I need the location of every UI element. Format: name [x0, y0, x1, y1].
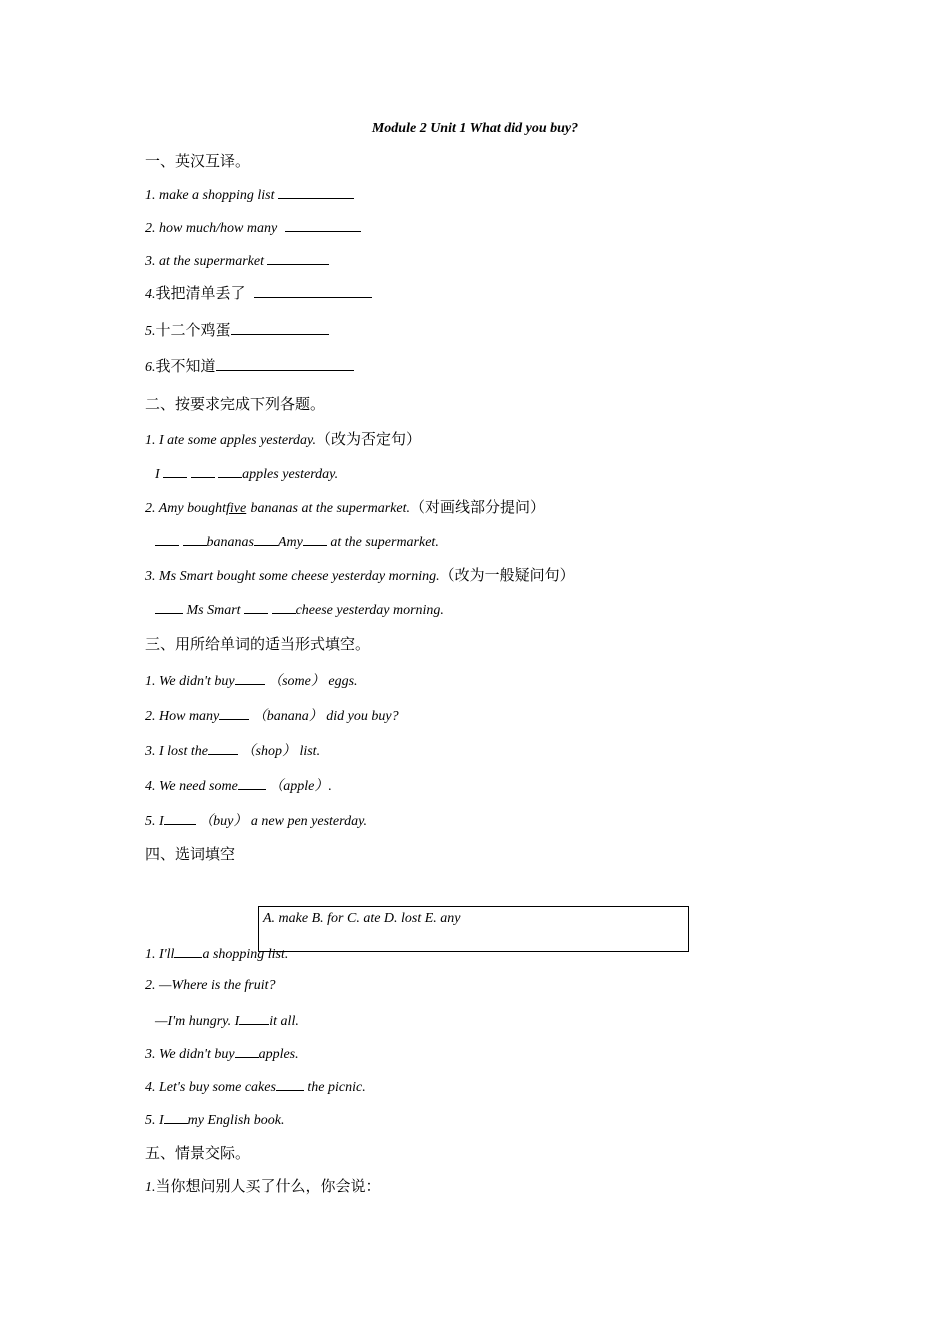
item-text: 4. Let's buy some cakes — [145, 1080, 276, 1095]
answer-word: Amy — [277, 535, 303, 550]
word-hint: （shop） — [241, 744, 296, 759]
answer-blank[interactable] — [254, 284, 372, 298]
question-text: bananas at the supermarket. — [250, 501, 410, 516]
s3-item-3 — [145, 741, 320, 761]
item-text: did you buy? — [326, 709, 399, 724]
answer-blank[interactable] — [155, 532, 179, 546]
item-text: apples. — [258, 1047, 299, 1062]
answer-blank[interactable] — [238, 776, 266, 790]
s4-item-4 — [145, 1077, 366, 1097]
answer-blank[interactable] — [164, 1110, 188, 1124]
item-number: 1. — [145, 188, 156, 203]
s2-q2 — [145, 498, 545, 518]
word-bank-options: A. make B. for C. ate D. lost E. any — [263, 911, 461, 926]
s3-item-5 — [145, 811, 367, 831]
answer-blank[interactable] — [216, 357, 354, 371]
word-hint: （some） — [268, 674, 325, 689]
item-text: at the supermarket — [159, 254, 264, 269]
question-text: 3. Ms Smart bought some cheese yesterday morning. — [145, 569, 440, 584]
item-text: 十二个鸡蛋 — [155, 321, 231, 339]
item-text: 我把清单丢了 — [155, 284, 246, 302]
s3-item-4 — [145, 776, 332, 796]
item-text: a shopping list. — [202, 947, 289, 962]
answer-blank[interactable] — [183, 532, 207, 546]
item-number: 4. — [145, 287, 156, 302]
s4-item-5 — [145, 1110, 285, 1130]
answer-blank[interactable] — [174, 944, 202, 958]
section-1-heading: 一、英汉互译。 — [145, 152, 251, 170]
word-hint: （buy） — [199, 814, 248, 829]
s1-item-3 — [145, 251, 329, 271]
answer-blank[interactable] — [235, 671, 265, 685]
answer-blank[interactable] — [239, 1011, 269, 1025]
s3-item-1 — [145, 671, 358, 691]
item-text: 2. —Where is the fruit? — [145, 978, 276, 993]
question-text: 1. I ate some apples yesterday. — [145, 433, 316, 448]
answer-blank[interactable] — [155, 600, 183, 614]
item-text: —I'm hungry. I — [155, 1014, 240, 1029]
item-text: my English book. — [187, 1113, 285, 1128]
section-4-heading: 四、选词填空 — [145, 845, 236, 863]
underlined-word: five — [226, 501, 247, 516]
answer-word: at the supermarket. — [330, 535, 439, 550]
item-text: 5. I — [145, 814, 164, 829]
question-text: 2. Amy bought — [145, 501, 227, 516]
item-text: it all. — [269, 1014, 299, 1029]
item-number: 2. — [145, 221, 156, 236]
item-text: 我不知道 — [155, 357, 216, 375]
item-text: 3. I lost the — [145, 744, 208, 759]
page-title: Module 2 Unit 1 What did you buy? — [371, 121, 579, 136]
s2-q3-answer — [155, 600, 444, 620]
word-bank-box — [258, 906, 689, 952]
item-number: 1. — [145, 1180, 156, 1195]
answer-blank[interactable] — [303, 532, 327, 546]
item-text: how much/how many — [159, 221, 278, 236]
answer-word: Ms Smart — [186, 603, 241, 618]
answer-word: cheese yesterday morning. — [295, 603, 444, 618]
s1-item-5 — [145, 321, 329, 341]
item-text: 2. How many — [145, 709, 220, 724]
question-note: （改为一般疑问句） — [439, 566, 575, 584]
answer-blank[interactable] — [267, 251, 329, 265]
s1-item-4 — [145, 284, 372, 304]
item-number: 3. — [145, 254, 156, 269]
answer-blank[interactable] — [272, 600, 296, 614]
answer-blank[interactable] — [191, 464, 215, 478]
section-5-heading: 五、情景交际。 — [145, 1144, 251, 1162]
answer-blank[interactable] — [163, 464, 187, 478]
answer-blank[interactable] — [231, 321, 329, 335]
word-hint: （apple） — [269, 779, 329, 794]
s4-item-2 — [145, 977, 276, 995]
item-text: 1. We didn't buy — [145, 674, 235, 689]
answer-blank[interactable] — [244, 600, 268, 614]
answer-blank[interactable] — [276, 1077, 304, 1091]
item-number: 5. — [145, 324, 156, 339]
s4-item-2-reply — [155, 1011, 299, 1031]
s2-q1-answer — [155, 464, 338, 484]
answer-blank[interactable] — [219, 706, 249, 720]
item-text: a new pen yesterday. — [250, 814, 368, 829]
item-text: 3. We didn't buy — [145, 1047, 235, 1062]
s1-item-2 — [145, 218, 361, 238]
section-3-heading: 三、用所给单词的适当形式填空。 — [145, 635, 371, 653]
section-2-heading: 二、按要求完成下列各题。 — [145, 395, 326, 413]
s1-item-6 — [145, 357, 354, 377]
answer-blank[interactable] — [218, 464, 242, 478]
answer-blank[interactable] — [254, 532, 278, 546]
item-text: 5. I — [145, 1113, 164, 1128]
answer-word: bananas — [206, 535, 254, 550]
answer-blank[interactable] — [285, 218, 361, 232]
s2-q1 — [145, 430, 421, 450]
s1-item-1 — [145, 185, 354, 205]
item-text: 当你想问别人买了什么，你会说： — [155, 1177, 381, 1195]
item-number: 6. — [145, 360, 156, 375]
answer-word: I — [155, 467, 160, 482]
item-text: . — [328, 779, 332, 794]
s2-q3 — [145, 566, 575, 586]
answer-blank[interactable] — [278, 185, 354, 199]
answer-blank[interactable] — [208, 741, 238, 755]
s5-item-1 — [145, 1177, 381, 1197]
s3-item-2 — [145, 706, 399, 726]
s4-item-3 — [145, 1044, 299, 1064]
question-note: （改为否定句） — [315, 430, 421, 448]
item-text: eggs. — [328, 674, 358, 689]
answer-blank[interactable] — [164, 811, 196, 825]
item-text: list. — [299, 744, 321, 759]
answer-blank[interactable] — [235, 1044, 259, 1058]
item-text: make a shopping list — [159, 188, 275, 203]
s2-q2-answer — [155, 532, 439, 552]
question-note: （对画线部分提问） — [409, 498, 545, 516]
item-text: 4. We need some — [145, 779, 238, 794]
word-hint: （banana） — [252, 709, 323, 724]
item-text: the picnic. — [307, 1080, 366, 1095]
answer-word: apples yesterday. — [242, 467, 339, 482]
item-text: 1. I'll — [145, 947, 175, 962]
